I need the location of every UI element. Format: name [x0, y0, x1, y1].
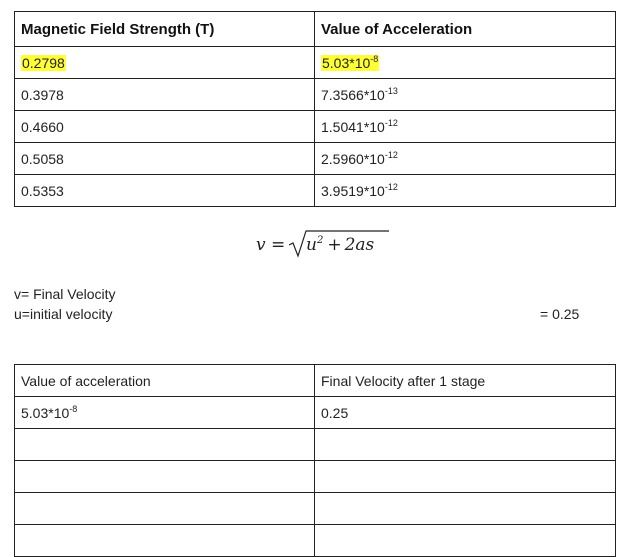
table-row	[15, 429, 616, 461]
acceleration-base: 3.9519*10	[321, 182, 385, 199]
acceleration-exponent: -12	[384, 117, 398, 128]
formula-radicand	[306, 235, 374, 255]
acceleration-exponent: -12	[384, 181, 398, 192]
acceleration-base: 1.5041*10	[321, 118, 385, 135]
acceleration-exponent: -8	[69, 403, 78, 414]
cell-acceleration[interactable]	[315, 175, 616, 207]
final-velocity-table	[14, 364, 616, 557]
definition-u: u=initial velocity	[14, 306, 113, 322]
cell-final-velocity[interactable]	[315, 429, 616, 461]
cell-final-velocity[interactable]: 0.25	[315, 397, 616, 429]
cell-field-strength[interactable]: 0.4660	[15, 111, 315, 143]
acceleration-base: 2.5960*10	[321, 150, 385, 167]
table-row	[15, 111, 616, 143]
cell-field-strength[interactable]: 0.3978	[15, 79, 315, 111]
acceleration-base: 5.03*10	[322, 54, 371, 71]
table-row	[15, 525, 616, 557]
highlighted-acceleration-value	[321, 55, 379, 71]
cell-acceleration[interactable]	[315, 47, 616, 79]
cell-final-velocity[interactable]	[315, 461, 616, 493]
cell-final-velocity[interactable]	[315, 525, 616, 557]
formula-lhs: v	[256, 235, 266, 255]
acceleration-exponent: -8	[370, 53, 379, 64]
cell-acceleration[interactable]	[15, 397, 315, 429]
table-row	[15, 397, 616, 429]
table-row	[15, 493, 616, 525]
formula-plus: +	[327, 235, 342, 255]
acceleration-exponent: -13	[384, 85, 398, 96]
formula-u-exponent: 2	[316, 235, 324, 246]
highlighted-field-value: 0.2798	[22, 54, 65, 71]
cell-field-strength[interactable]: 0.5058	[15, 143, 315, 175]
cell-acceleration[interactable]	[315, 111, 616, 143]
header-value-of-acceleration[interactable]: Value of acceleration	[15, 365, 315, 397]
acceleration-exponent: -12	[384, 149, 398, 160]
formula-u: u	[306, 235, 317, 255]
cell-acceleration[interactable]	[315, 79, 616, 111]
cell-acceleration[interactable]	[15, 429, 315, 461]
cell-acceleration[interactable]	[15, 461, 315, 493]
formula-2as: 2as	[344, 235, 375, 255]
table-header-row	[15, 365, 616, 397]
table-header-row	[15, 12, 616, 47]
table-row	[15, 175, 616, 207]
header-value-of-acceleration[interactable]: Value of Acceleration	[315, 12, 616, 47]
table-row	[15, 143, 616, 175]
acceleration-base: 5.03*10	[21, 404, 70, 421]
magnetic-field-table	[14, 11, 616, 207]
table-row	[15, 461, 616, 493]
cell-field-strength[interactable]	[15, 47, 315, 79]
cell-acceleration[interactable]	[15, 493, 315, 525]
cell-acceleration[interactable]	[315, 143, 616, 175]
table-row	[15, 47, 616, 79]
table-row	[15, 79, 616, 111]
formula-equals: =	[271, 235, 286, 255]
header-magnetic-field-strength[interactable]: Magnetic Field Strength (T)	[15, 12, 315, 47]
header-final-velocity[interactable]: Final Velocity after 1 stage	[315, 365, 616, 397]
initial-velocity-value: = 0.25	[540, 306, 580, 322]
acceleration-base: 7.3566*10	[321, 86, 385, 103]
cell-final-velocity[interactable]	[315, 493, 616, 525]
cell-acceleration[interactable]	[15, 525, 315, 557]
definition-v: v= Final Velocity	[14, 286, 116, 302]
cell-field-strength[interactable]: 0.5353	[15, 175, 315, 207]
